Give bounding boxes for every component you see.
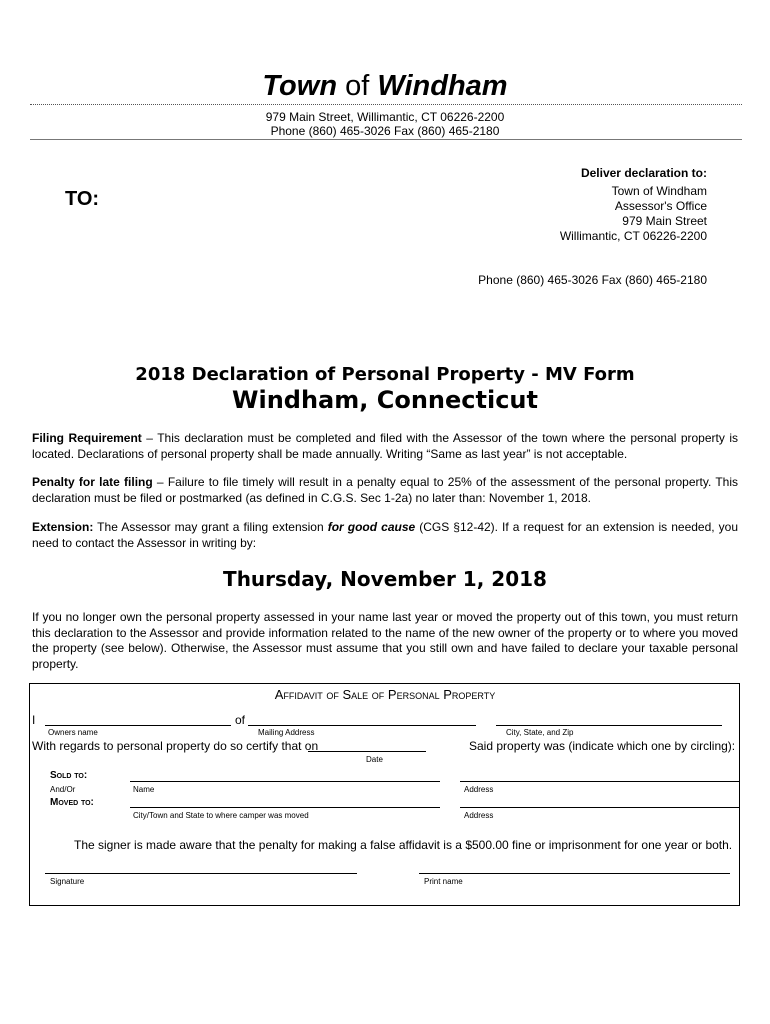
and-or-label: And/Or bbox=[50, 785, 76, 794]
header-address: 979 Main Street, Willimantic, CT 06226-2200 bbox=[265, 110, 505, 124]
signature-label: Signature bbox=[50, 877, 85, 886]
sold-to-label[interactable]: Sold to: bbox=[50, 770, 88, 781]
said-property-text: Said property was (indicate which one by circling): bbox=[469, 739, 736, 753]
title-town: Town bbox=[262, 70, 338, 102]
town-title bbox=[0, 70, 770, 103]
address-field-2[interactable] bbox=[460, 807, 740, 808]
address-field-1[interactable] bbox=[460, 781, 740, 782]
deliver-line: Town of Windham bbox=[611, 184, 707, 198]
owners-name-label: Owners name bbox=[48, 728, 98, 737]
title-name: Windham bbox=[377, 70, 508, 102]
address-label-2: Address bbox=[464, 811, 494, 820]
header-rule-bottom bbox=[30, 139, 742, 140]
affidavit-title: Affidavit of Sale of Personal Property bbox=[274, 687, 496, 702]
deliver-line: Assessor's Office bbox=[614, 199, 707, 213]
header-rule-top bbox=[30, 104, 742, 105]
declaration-title: 2018 Declaration of Personal Property - MV Form bbox=[135, 364, 635, 385]
city-state-zip-field[interactable] bbox=[496, 725, 722, 726]
filing-label: Filing Requirement bbox=[32, 431, 142, 445]
penalty-text: – Failure to file timely will result in a penalty equal to 25% of the assessment of the personal property. This declaration must be filed or postmarked (as defined in C.G.S. Sec 1-2a) no later than: November 1, 2018. bbox=[32, 475, 738, 505]
of-label: of bbox=[235, 713, 246, 727]
deliver-heading: Deliver declaration to: bbox=[580, 166, 707, 180]
mailing-address-field[interactable] bbox=[248, 725, 476, 726]
name-label: Name bbox=[133, 785, 155, 794]
to-label: TO: bbox=[65, 188, 100, 210]
penalty-label: Penalty for late filing bbox=[32, 475, 153, 489]
penalty-paragraph bbox=[32, 475, 738, 506]
date-field[interactable] bbox=[308, 751, 426, 752]
filing-text: – This declaration must be completed and filed with the Assessor of the town where the personal property is located. Declarations of personal property shall be made annually. Writing “Same as last year” is not acceptable. bbox=[32, 431, 738, 461]
address-label-1: Address bbox=[464, 785, 494, 794]
i-label: I bbox=[32, 713, 36, 727]
warning-text: The signer is made aware that the penalty for making a false affidavit is a $500.00 fine or imprisonment for one year or both. bbox=[74, 838, 733, 852]
declaration-subtitle: Windham, Connecticut bbox=[232, 386, 538, 414]
owners-name-field[interactable] bbox=[45, 725, 231, 726]
no-longer-paragraph: If you no longer own the personal property assessed in your name last year or moved the property out of this town, you must return this declaration to the Assessor and provide information related to the name of the new owner of the property or to where you moved the property (see below). Otherwise, the Assessor must assume that you still own and have failed to declare your taxable personal property. bbox=[32, 610, 738, 671]
date-label: Date bbox=[366, 755, 383, 764]
city-town-label: City/Town and State to where camper was moved bbox=[133, 811, 309, 820]
mailing-address-label: Mailing Address bbox=[258, 728, 315, 737]
deliver-line: Willimantic, CT 06226-2200 bbox=[559, 229, 707, 243]
header-phone: Phone (860) 465-3026 Fax (860) 465-2180 bbox=[270, 124, 500, 138]
deliver-line: 979 Main Street bbox=[622, 214, 707, 228]
extension-label: Extension: bbox=[32, 520, 94, 534]
city-town-field[interactable] bbox=[130, 807, 440, 808]
deliver-phone: Phone (860) 465-3026 Fax (860) 465-2180 bbox=[478, 273, 707, 287]
print-name-field[interactable] bbox=[419, 873, 730, 874]
name-field[interactable] bbox=[130, 781, 440, 782]
signature-field[interactable] bbox=[45, 873, 357, 874]
city-state-zip-label: City, State, and Zip bbox=[506, 728, 574, 737]
deadline-heading: Thursday, November 1, 2018 bbox=[223, 567, 547, 591]
extension-paragraph bbox=[32, 520, 738, 551]
print-name-label: Print name bbox=[424, 877, 463, 886]
title-of: of bbox=[345, 70, 370, 102]
extension-text: The Assessor may grant a filing extension bbox=[93, 520, 328, 534]
extension-text-2: (CGS §12-42). If a request for an extension is needed, you need to contact the Assessor in writing by: bbox=[32, 520, 739, 550]
moved-to-label[interactable]: Moved to: bbox=[50, 797, 94, 808]
certify-text: With regards to personal property do so certify that on bbox=[32, 739, 319, 753]
extension-emphasis: for good cause bbox=[327, 520, 416, 534]
filing-paragraph bbox=[32, 431, 738, 462]
